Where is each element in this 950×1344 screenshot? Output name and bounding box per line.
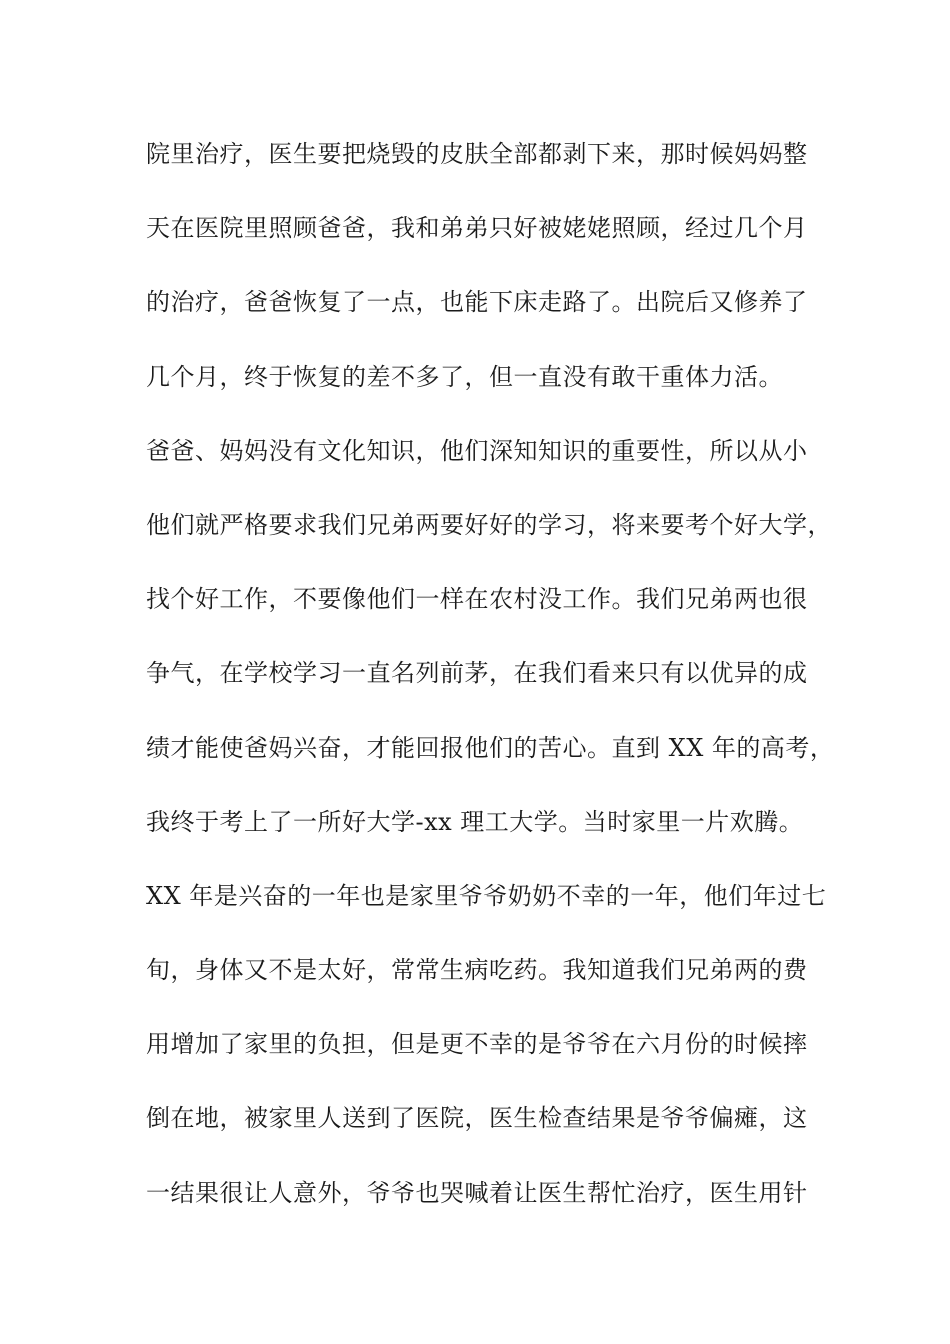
body-text	[146, 128, 836, 1241]
text-line: 院里治疗，医生要把烧毁的皮肤全部都剥下来，那时候妈妈整	[146, 140, 808, 168]
text-line: 绩才能使爸妈兴奋，才能回报他们的苦心。直到 XX 年的高考，	[146, 733, 835, 762]
text-line: 的治疗，爸爸恢复了一点，也能下床走路了。出院后又修养了	[146, 288, 808, 317]
text-line: 几个月，终于恢复的差不多了，但一直没有敢干重体力活。	[146, 362, 783, 391]
text-line: 用增加了家里的负担，但是更不幸的是爷爷在六月份的时候摔	[146, 1030, 808, 1059]
text-line: 争气，在学校学习一直名列前茅，在我们看来只有以优异的成	[146, 659, 808, 688]
text-line: 旬，身体又不是太好，常常生病吃药。我知道我们兄弟两的费	[146, 956, 808, 985]
text-line: 天在医院里照顾爸爸，我和弟弟只好被姥姥照顾，经过几个月	[146, 214, 808, 243]
text-line: 爸爸、妈妈没有文化知识，他们深知知识的重要性，所以从小	[146, 436, 808, 465]
text-line: 一结果很让人意外，爷爷也哭喊着让医生帮忙治疗，医生用针	[146, 1178, 808, 1207]
text-line: 我终于考上了一所好大学-xx 理工大学。当时家里一片欢腾。	[146, 807, 804, 836]
text-line: 倒在地，被家里人送到了医院，医生检查结果是爷爷偏瘫，这	[146, 1104, 808, 1133]
text-line: XX 年是兴奋的一年也是家里爷爷奶奶不幸的一年，他们年过七	[146, 881, 827, 910]
text-line: 找个好工作，不要像他们一样在农村没工作。我们兄弟两也很	[146, 585, 808, 614]
text-line: 他们就严格要求我们兄弟两要好好的学习，将来要考个好大学，	[146, 510, 832, 539]
